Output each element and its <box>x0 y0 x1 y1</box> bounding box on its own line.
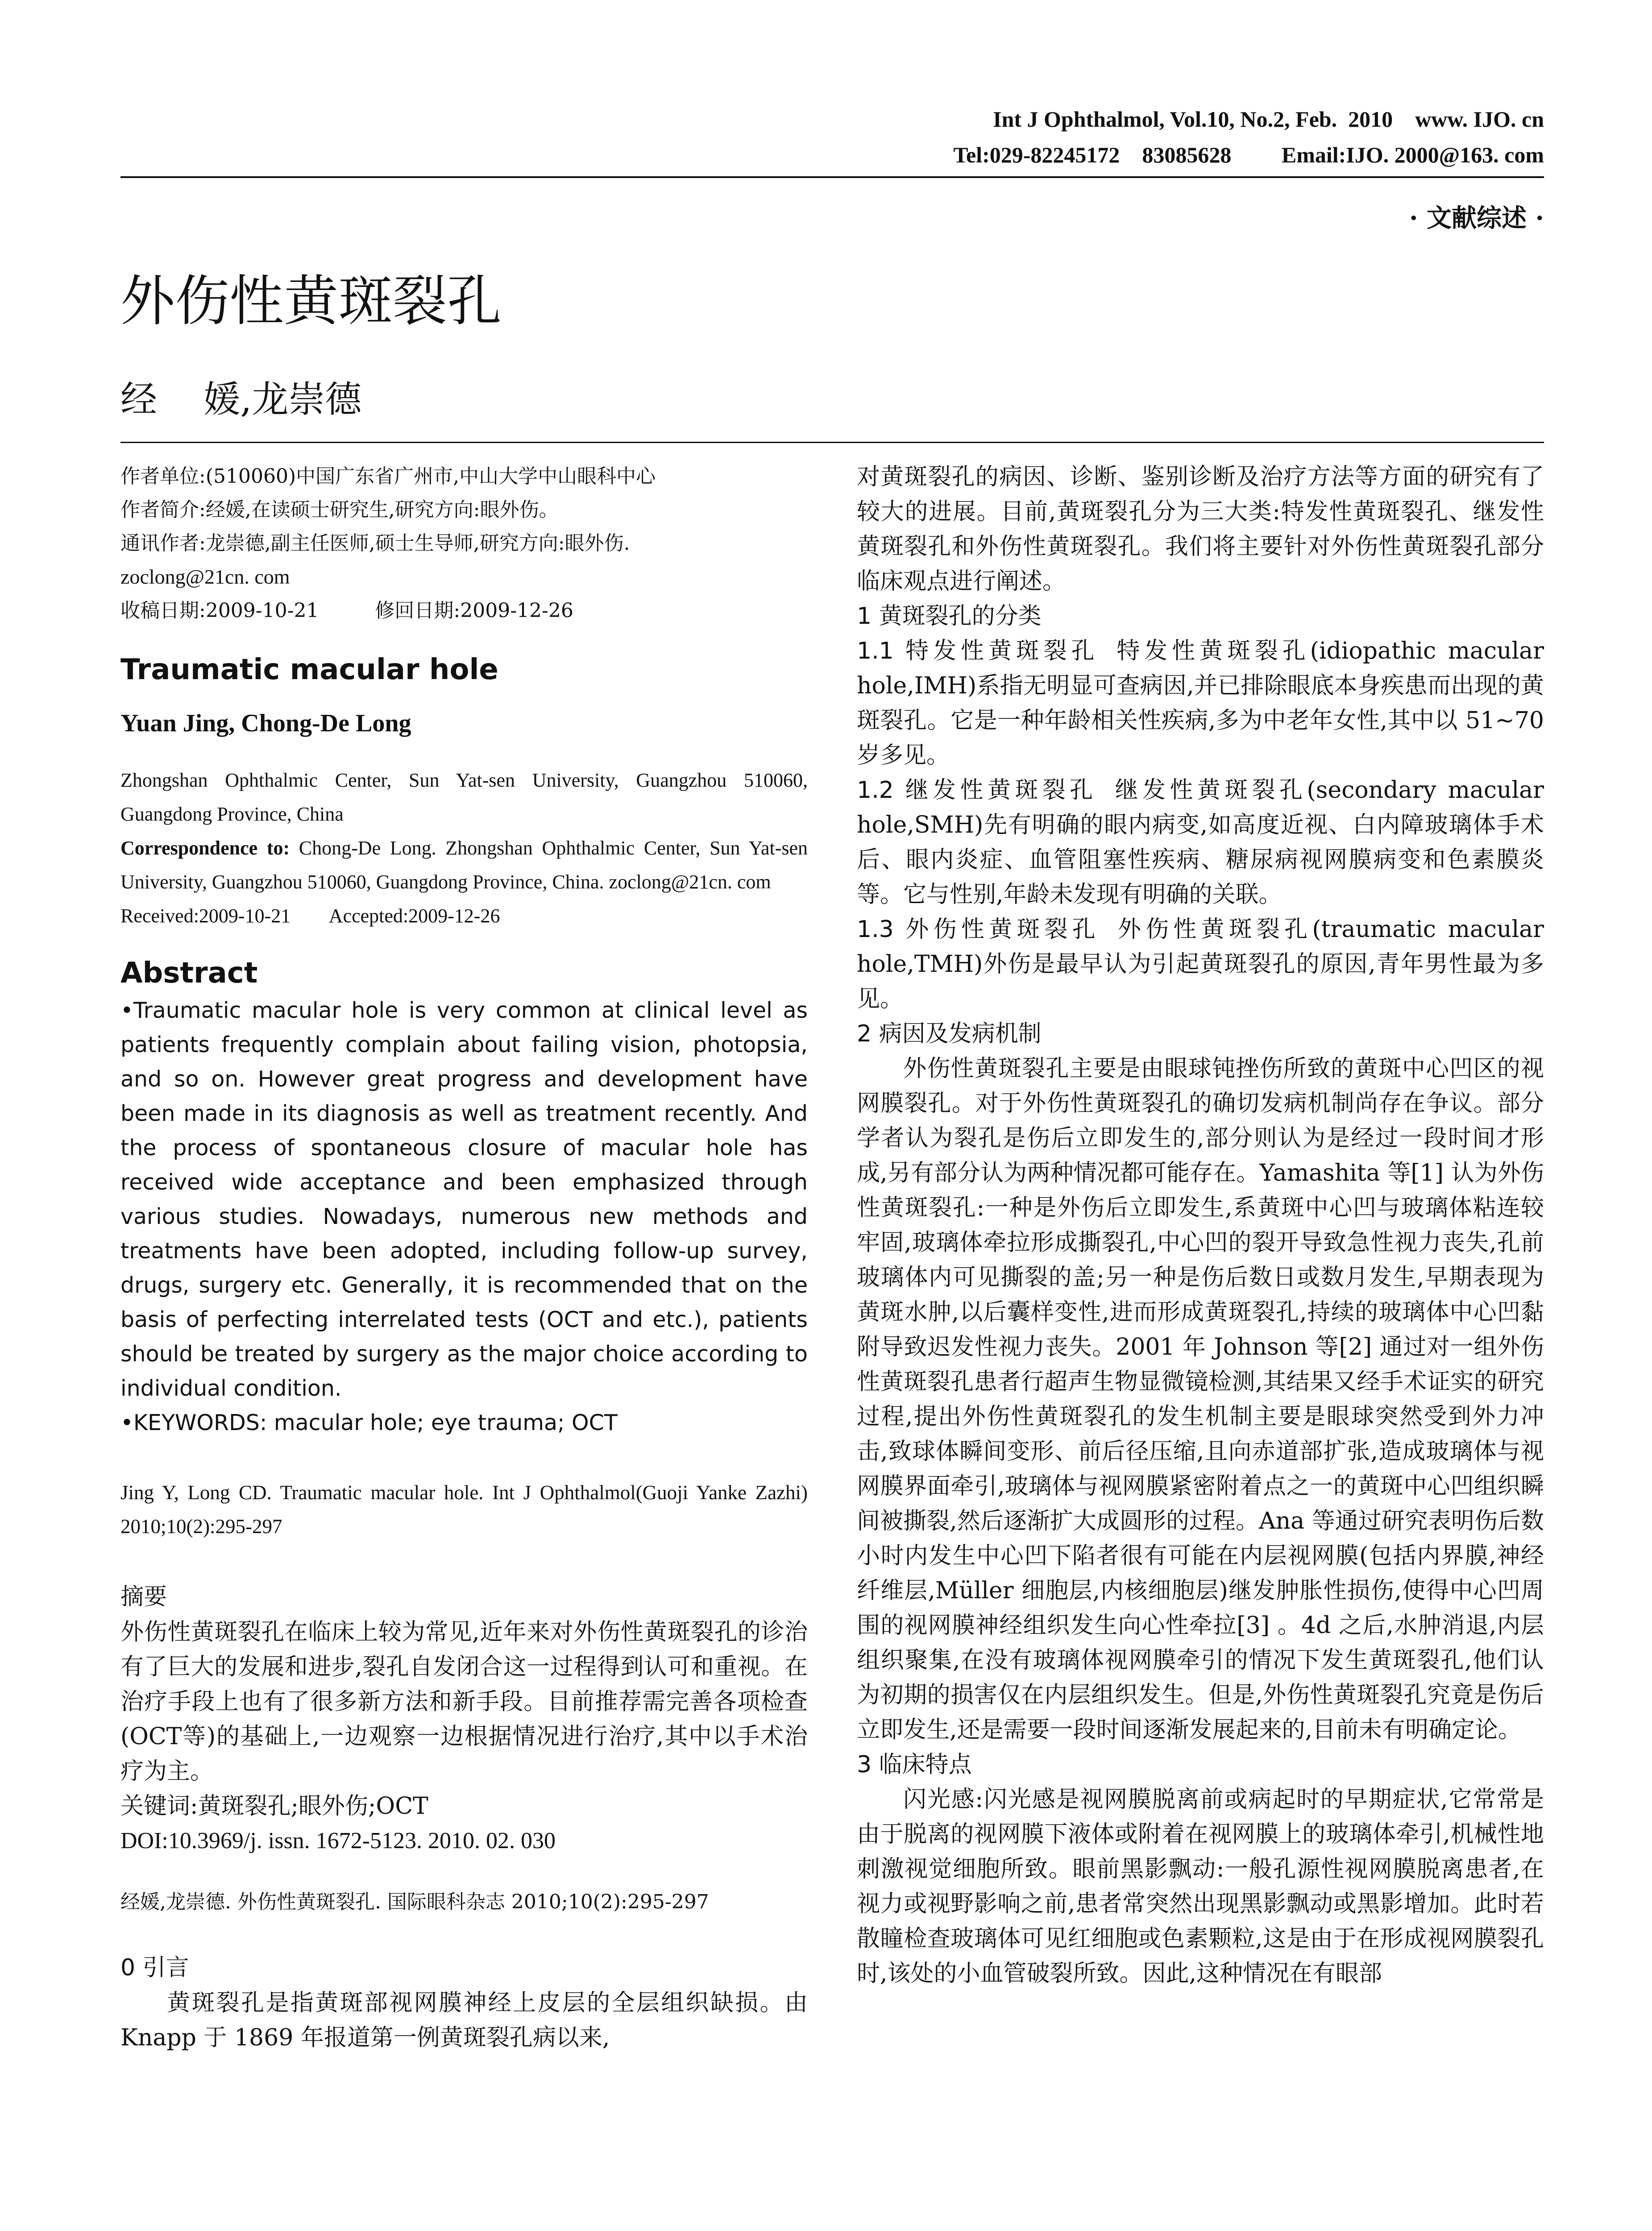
section-1-heading: 1 黄斑裂孔的分类 <box>857 603 1042 630</box>
page-title: 外伤性黄斑裂孔 <box>120 270 502 333</box>
authors-cn: 经 媛,龙崇德 <box>120 378 362 421</box>
section-1-1-text: 特发性黄斑裂孔(idiopathic macular hole,IMH)系指无明显可查病因,并已排除眼底本身疾患而出现的黄斑裂孔。它是一种年龄相关性疾病,多为中老年女性,其中以 51~70 岁多见。 <box>857 638 1544 769</box>
abstract-keywords: •KEYWORDS: macular hole; eye trauma; OCT <box>120 1410 618 1435</box>
cn-citation: 经媛,龙崇德. 外伤性黄斑裂孔. 国际眼科杂志 2010;10(2):295-297 <box>120 1891 709 1913</box>
english-correspondence <box>120 831 808 899</box>
right-column <box>857 460 1544 1991</box>
english-affiliation: Zhongshan Ophthalmic Center, Sun Yat-sen University, Guangzhou 510060, Guangdong Province, China <box>120 769 808 825</box>
correspondence-text: Chong-De Long. Zhongshan Ophthalmic Center, Sun Yat-sen University, Guangzhou 510060, Guangdong Province, China. zoclong@21cn. com <box>120 837 808 893</box>
section-1-2-title: 1.2 继发性黄斑裂孔 <box>857 777 1097 804</box>
section-3-heading: 3 临床特点 <box>857 1751 972 1778</box>
section-3-text: 闪光感:闪光感是视网膜脱离前或病起时的早期症状,它常常是由于脱离的视网膜下液体或附着在视网膜上的玻璃体牵引,机械性地刺激视觉细胞所致。眼前黑影飘动:一般孔源性视网膜脱离患者,在视力或视野影响之前,患者常突然出现黑影飘动或黑影增加。此时若散瞳检查玻璃体可见红细胞或色素颗粒,这是由于在形成视网膜裂孔时,该处的小血管破裂所致。因此,这种情况在有眼部 <box>857 1786 1544 1987</box>
affiliation-unit: 作者单位:(510060)中国广东省广州市,中山大学中山眼科中心 <box>120 465 656 488</box>
journal-header-line: Int J Ophthalmol, Vol.10, No.2, Feb. 2010 www. IJO. cn <box>993 107 1544 132</box>
affiliation-corresp: 通讯作者:龙崇德,副主任医师,硕士生导师,研究方向:眼外伤. <box>120 532 630 555</box>
header-rule <box>120 176 1544 178</box>
affiliation-bio: 作者简介:经媛,在读硕士研究生,研究方向:眼外伤。 <box>120 498 559 521</box>
section-1-3-title: 1.3 外伤性黄斑裂孔 <box>857 916 1100 943</box>
english-dates: Received:2009-10-21 Accepted:2009-12-26 <box>120 905 500 927</box>
section-1-3-text: 外伤性黄斑裂孔(traumatic macular hole,TMH)外伤是最早认为引起黄斑裂孔的原因,青年男性最为多见。 <box>857 916 1544 1012</box>
affiliation-email: zoclong@21cn. com <box>120 565 290 588</box>
doi: DOI:10.3969/j. issn. 1672-5123. 2010. 02. 030 <box>120 1828 556 1854</box>
cn-keywords: 关键词:黄斑裂孔;眼外伤;OCT <box>120 1793 428 1820</box>
section-2-text: 外伤性黄斑裂孔主要是由眼球钝挫伤所致的黄斑中心凹区的视网膜裂孔。对于外伤性黄斑裂孔的确切发病机制尚存在争议。部分学者认为裂孔是伤后立即发生的,部分则认为是经过一段时间才形成,另有部分认为两种情况都可能存在。Yamashita 等[1] 认为外伤性黄斑裂孔:一种是外伤后立即发生,系黄斑中心凹与玻璃体粘连较牢固,玻璃体牵拉形成撕裂孔,中心凹的裂开导致急性视力丧失,孔前玻璃体内可见撕裂的盖;另一种是伤后数日或数月发生,早期表现为黄斑水肿,以后囊样变性,进而形成黄斑裂孔,持续的玻璃体中心凹黏附导致迟发性视力丧失。2001 年 Johnson 等[2] 通过对一组外伤性黄斑裂孔患者行超声生物显微镜检测,其结果又经手术证实的研究过程,提出外伤性黄斑裂孔的发生机制主要是眼球突然受到外力冲击,致球体瞬间变形、前后径压缩,且向赤道部扩张,造成玻璃体与视网膜界面牵引,玻璃体与视网膜紧密附着点之一的黄斑中心凹组织瞬间被撕裂,然后逐渐扩大成圆形的过程。Ana 等通过研究表明伤后数小时内发生中心凹下陷者很有可能在内层视网膜(包括内界膜,神经纤维层,Müller 细胞层,内核细胞层)继发肿胀性损伤,使得中心凹周围的视网膜神经组织发生向心性牵拉[3] 。4d 之后,水肿消退,内层组织聚集,在没有玻璃体视网膜牵引的情况下发生黄斑裂孔,他们认为初期的损害仅在内层组织发生。但是,外伤性黄斑裂孔究竟是伤后立即发生,还是需要一段时间逐渐发展起来的,目前未有明确定论。 <box>857 1055 1544 1743</box>
right-intro-paragraph: 对黄斑裂孔的病因、诊断、鉴别诊断及治疗方法等方面的研究有了较大的进展。目前,黄斑裂孔分为三大类:特发性黄斑裂孔、继发性黄斑裂孔和外伤性黄斑裂孔。我们将主要针对外伤性黄斑裂孔部分临床观点进行阐述。 <box>857 464 1544 595</box>
affiliation-dates: 收稿日期:2009-10-21 修回日期:2009-12-26 <box>120 599 573 622</box>
title-rule <box>120 442 1544 443</box>
section-1-1 <box>857 634 1544 773</box>
section-tag: · 文献综述 · <box>1409 203 1544 233</box>
abstract-text: •Traumatic macular hole is very common at clinical level as patients frequently complain about failing vision, photopsia, and so on. However great progress and development have been made in its diagnosis as well as treatment recently. And the process of spontaneous closure of macular hole has received wide acceptance and been emphasized through various studies. Nowadays, numerous new methods and treatments have been adopted, including follow-up survey, drugs, surgery etc. Generally, it is recommended that on the basis of perfecting interrelated tests (OCT and etc.), patients should be treated by surgery as the major choice according to individual condition. <box>120 998 808 1401</box>
abstract-heading: Abstract <box>120 957 258 990</box>
correspondence-label: Correspondence to: <box>120 837 290 859</box>
section-1-2 <box>857 773 1544 912</box>
cn-abstract-heading: 摘要 <box>120 1584 167 1610</box>
left-column <box>120 460 808 2055</box>
intro-heading: 0 引言 <box>120 1954 189 1981</box>
section-1-2-text: 继发性黄斑裂孔(secondary macular hole,SMH)先有明确的眼内病变,如高度近视、白内障玻璃体手术后、眼内炎症、血管阻塞性疾病、糖尿病视网膜病变和色素膜炎等。它与性别,年龄未发现有明确的关联。 <box>857 777 1544 908</box>
contact-header-line: Tel:029-82245172 83085628 Email:IJO. 2000@163. com <box>953 142 1544 167</box>
english-authors: Yuan Jing, Chong-De Long <box>120 709 411 737</box>
intro-text: 黄斑裂孔是指黄斑部视网膜神经上皮层的全层组织缺损。由 Knapp 于 1869 年报道第一例黄斑裂孔病以来, <box>120 1990 808 2051</box>
section-2-heading: 2 病因及发病机制 <box>857 1020 1042 1047</box>
section-1-3 <box>857 912 1544 1016</box>
section-1-1-title: 1.1 特发性黄斑裂孔 <box>857 638 1099 664</box>
english-title: Traumatic macular hole <box>120 653 498 686</box>
english-citation: Jing Y, Long CD. Traumatic macular hole. Int J Ophthalmol(Guoji Yanke Zazhi) 2010;10(2):295-297 <box>120 1481 808 1538</box>
cn-abstract-text: 外伤性黄斑裂孔在临床上较为常见,近年来对外伤性黄斑裂孔的诊治有了巨大的发展和进步,裂孔自发闭合这一过程得到认可和重视。在治疗手段上也有了很多新方法和新手段。目前推荐需完善各项检查(OCT等)的基础上,一边观察一边根据情况进行治疗,其中以手术治疗为主。 <box>120 1619 808 1785</box>
